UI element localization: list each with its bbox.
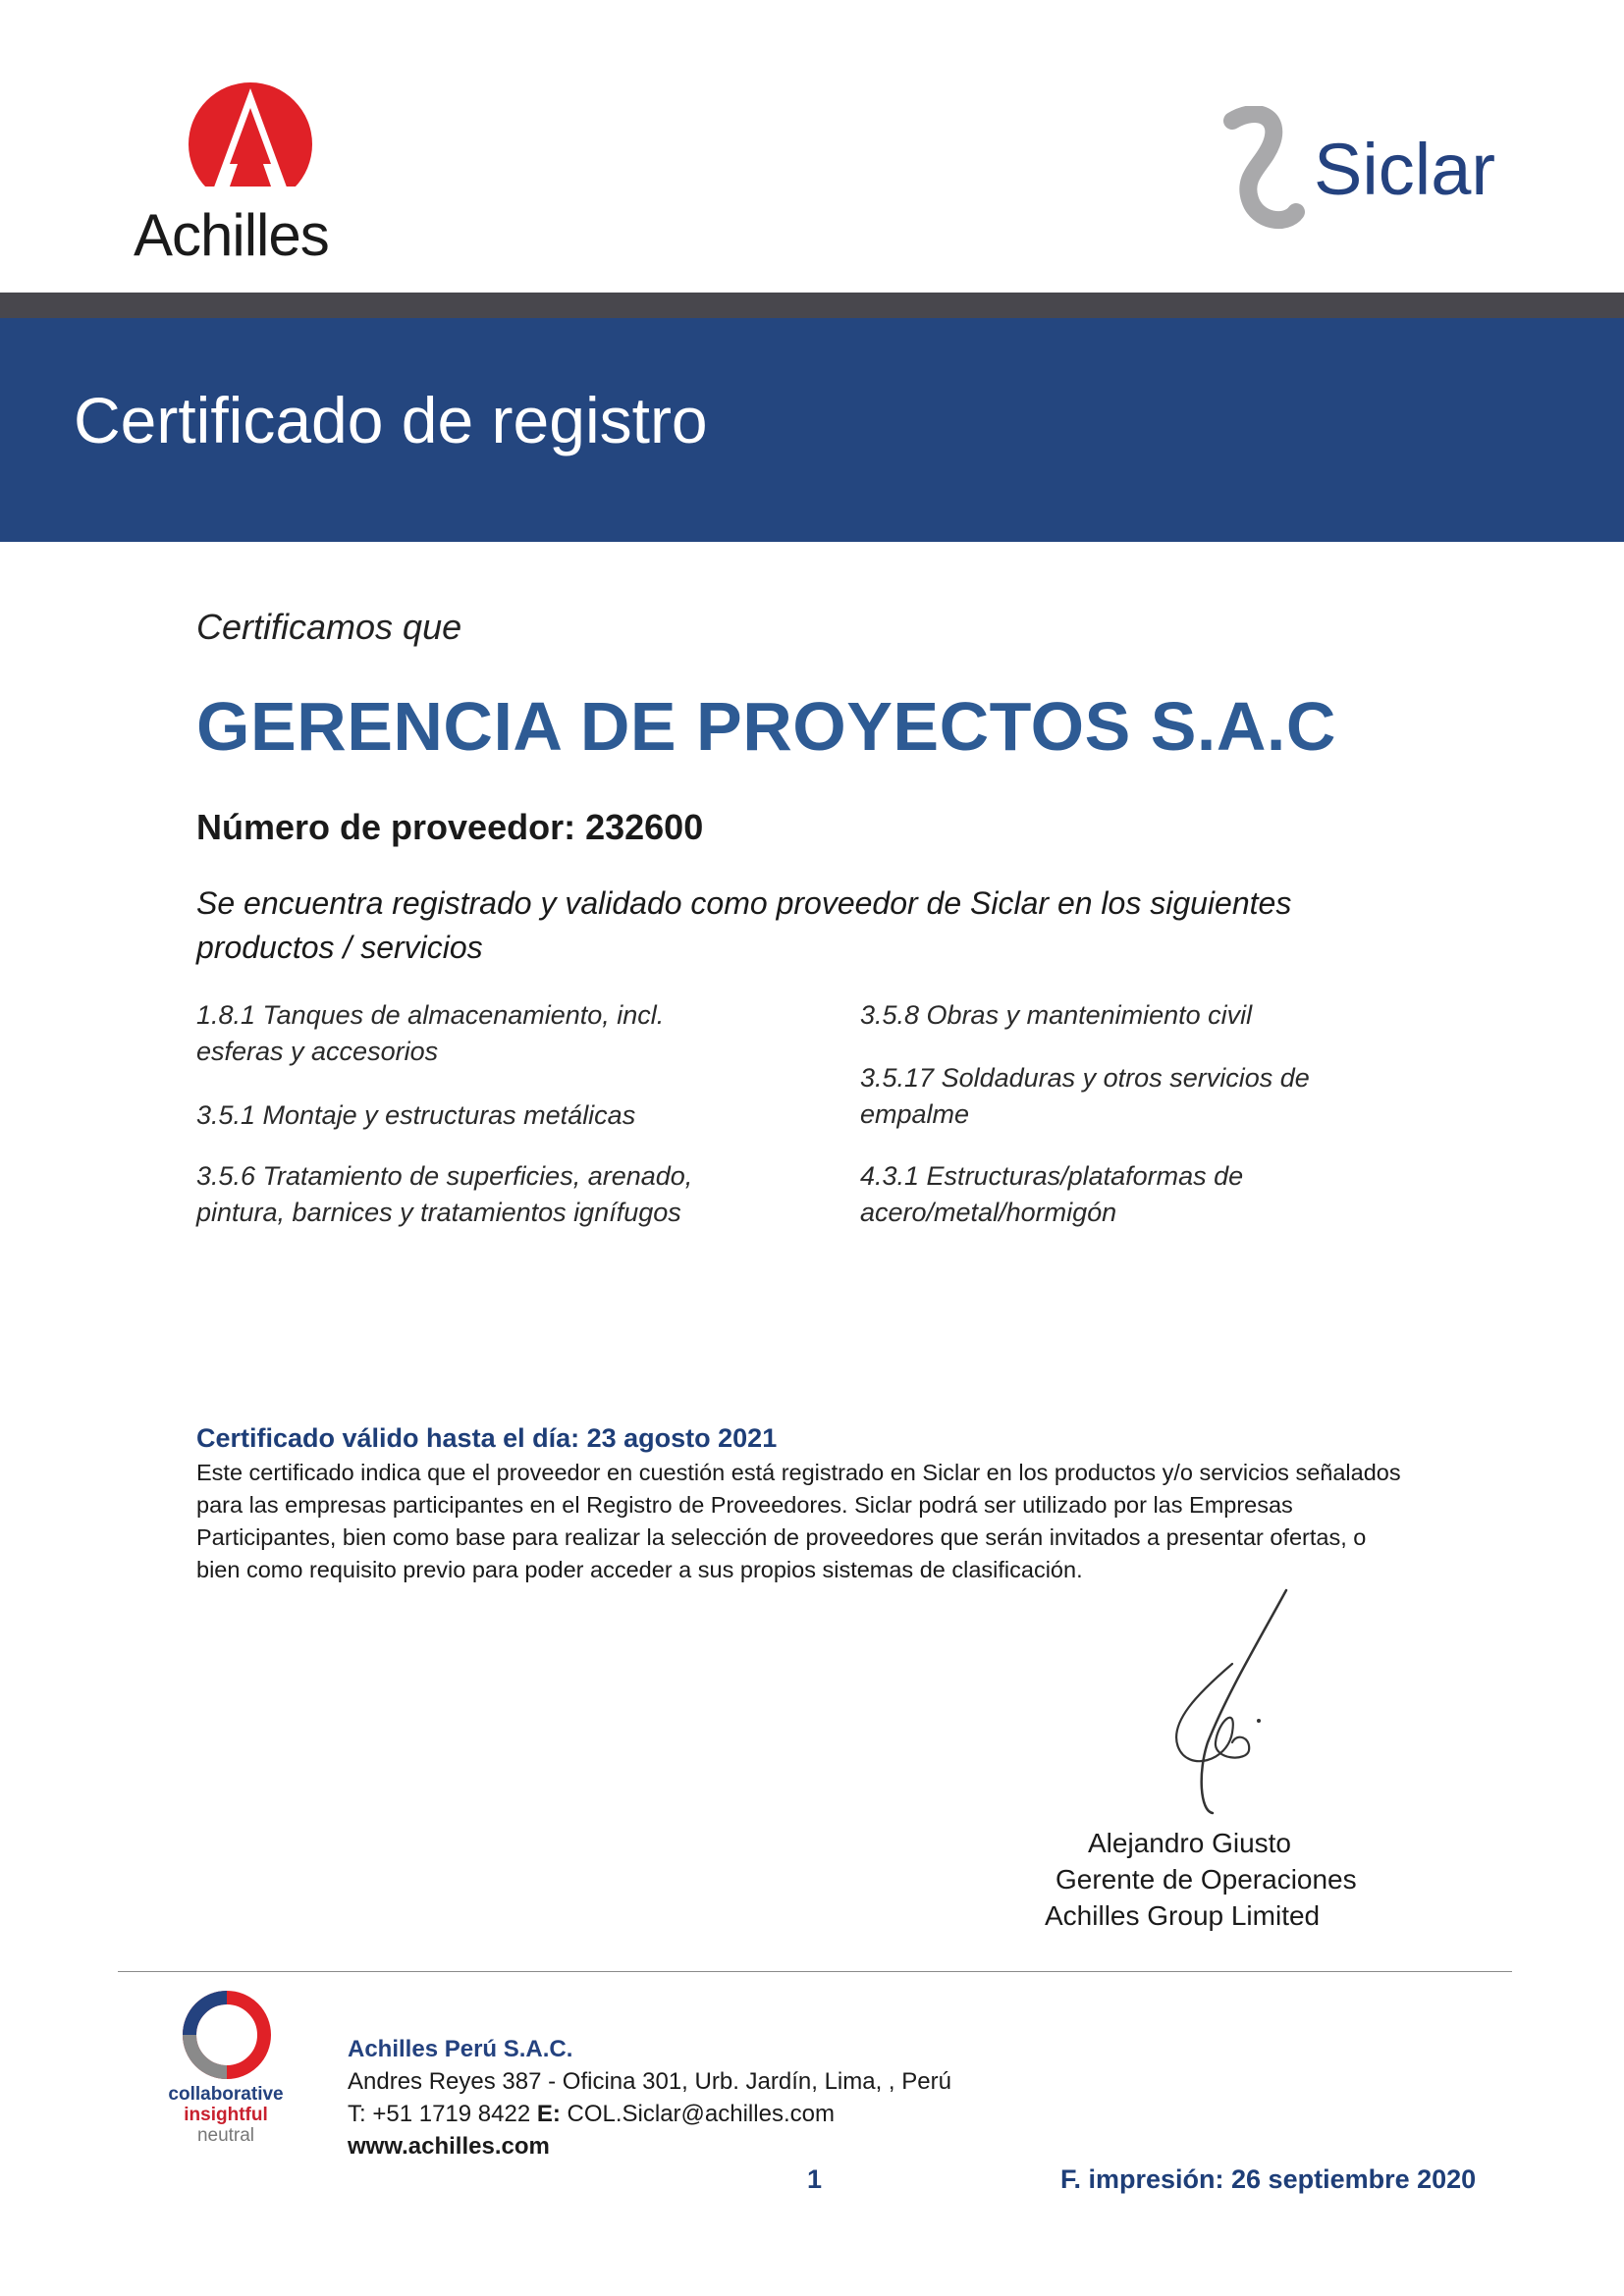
footer-contact	[348, 2101, 835, 2128]
siclar-logo-icon	[1213, 106, 1311, 232]
service-item: 3.5.6 Tratamiento de superficies, arenado, pintura, barnices y tratamientos ignífugos	[196, 1161, 693, 1227]
header-grey-band	[0, 293, 1624, 318]
footer-company-name: Achilles Perú S.A.C.	[348, 2036, 573, 2062]
registration-statement: Se encuentra registrado y validado como proveedor de Siclar en los siguientes productos / servicios	[196, 885, 1292, 965]
tagline-collaborative: collaborative	[168, 2084, 284, 2105]
tagline-insightful: insightful	[184, 2105, 268, 2125]
signatory-name: Alejandro Giusto	[1088, 1828, 1292, 1858]
signatory-organization: Achilles Group Limited	[1045, 1900, 1321, 1931]
service-item: 1.8.1 Tanques de almacenamiento, incl. esferas y accesorios	[196, 1000, 665, 1066]
certify-intro: Certificamos que	[196, 607, 462, 647]
signature-image	[1139, 1585, 1335, 1831]
achilles-wordmark: Achilles	[134, 202, 329, 268]
tagline-neutral: neutral	[196, 2125, 255, 2146]
service-item: 3.5.1 Montaje y estructuras metálicas	[196, 1100, 636, 1130]
certificate-title: Certificado de registro	[74, 384, 708, 456]
email-address[interactable]: COL.Siclar@achilles.com	[567, 2101, 835, 2127]
footer-divider	[118, 1971, 1512, 1972]
supplier-number-value: 232600	[585, 807, 704, 847]
footer-address: Andres Reyes 387 - Oficina 301, Urb. Jardín, Lima, , Perú	[348, 2068, 951, 2095]
page-number: 1	[807, 2164, 823, 2194]
service-item: 3.5.17 Soldaduras y otros servicios de empalme	[860, 1063, 1310, 1129]
print-date: F. impresión: 26 septiembre 2020	[1060, 2164, 1477, 2194]
phone-number: +51 1719 8422	[372, 2101, 531, 2127]
service-item: 4.3.1 Estructuras/plataformas de acero/metal/hormigón	[860, 1161, 1244, 1227]
phone-label: T:	[348, 2101, 366, 2127]
supplier-number-label: Número de proveedor:	[196, 807, 576, 847]
footer-website-link[interactable]: www.achilles.com	[348, 2133, 550, 2160]
validity-title: Certificado válido hasta el día: 23 agosto 2021	[196, 1423, 778, 1453]
service-item: 3.5.8 Obras y mantenimiento civil	[860, 1000, 1253, 1030]
siclar-wordmark: Siclar	[1314, 129, 1496, 210]
email-label: E:	[536, 2101, 561, 2127]
supplier-number-row	[196, 807, 703, 848]
validity-description: Este certificado indica que el proveedor en cuestión está registrado en Siclar en los productos y/o servicios señalados para las empresas participantes en el Registro de Proveedores. Siclar podrá ser utilizado por las Empresas Participantes, bien como base para realizar la selección de proveedores que serán invitados a presentar ofertas, o bien como requisito previo para poder acceder a sus propios sistemas de clasificación.	[196, 1460, 1401, 1582]
company-name: GERENCIA DE PROYECTOS S.A.C	[196, 688, 1336, 765]
signatory-role: Gerente de Operaciones	[1056, 1864, 1357, 1895]
achilles-ring-logo-icon	[175, 1983, 279, 2087]
